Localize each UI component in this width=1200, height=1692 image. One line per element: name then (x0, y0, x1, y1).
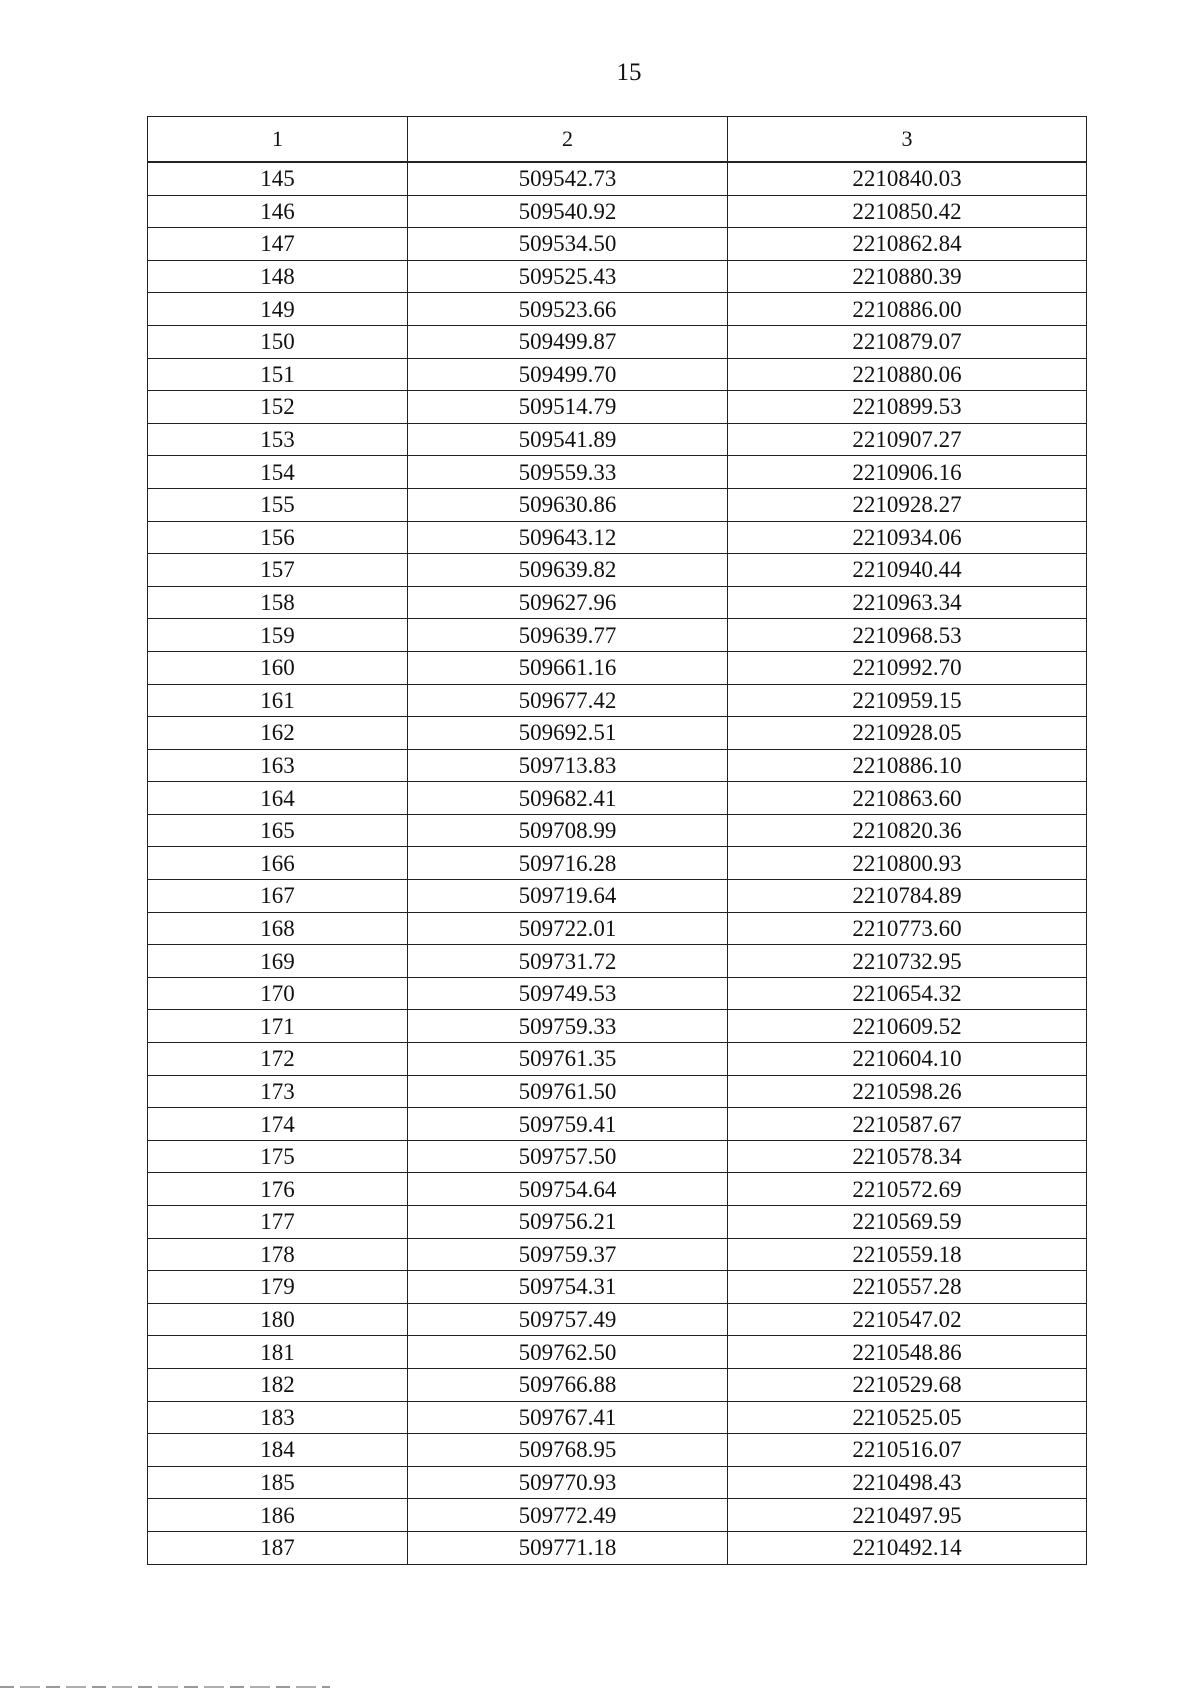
table-row (148, 1010, 1087, 1043)
table-row (148, 1368, 1087, 1401)
x-coordinate-cell: 509643.12 (408, 521, 728, 554)
y-coordinate-cell: 2210492.14 (728, 1531, 1087, 1564)
y-coordinate-cell: 2210557.28 (728, 1271, 1087, 1304)
point-number-cell: 171 (148, 1010, 408, 1043)
x-coordinate-cell: 509768.95 (408, 1434, 728, 1467)
page-number: 15 (616, 59, 642, 86)
y-coordinate-cell: 2210800.93 (728, 847, 1087, 880)
table-row (148, 1499, 1087, 1532)
y-coordinate-cell: 2210497.95 (728, 1499, 1087, 1532)
table-row (148, 1303, 1087, 1336)
point-number-cell: 180 (148, 1303, 408, 1336)
point-number-cell: 165 (148, 814, 408, 847)
y-coordinate-cell: 2210928.27 (728, 488, 1087, 521)
coordinates-table (147, 116, 1087, 1565)
y-coordinate-cell: 2210598.26 (728, 1075, 1087, 1108)
point-number-cell: 179 (148, 1271, 408, 1304)
point-number-cell: 161 (148, 684, 408, 717)
x-coordinate-cell: 509525.43 (408, 260, 728, 293)
y-coordinate-cell: 2210959.15 (728, 684, 1087, 717)
point-number-cell: 175 (148, 1140, 408, 1173)
y-coordinate-cell: 2210559.18 (728, 1238, 1087, 1271)
table-row (148, 619, 1087, 652)
y-coordinate-cell: 2210820.36 (728, 814, 1087, 847)
y-coordinate-cell: 2210992.70 (728, 651, 1087, 684)
y-coordinate-cell: 2210862.84 (728, 228, 1087, 261)
point-number-cell: 163 (148, 749, 408, 782)
x-coordinate-cell: 509499.87 (408, 325, 728, 358)
table-row (148, 977, 1087, 1010)
table-row (148, 1238, 1087, 1271)
table-row (148, 717, 1087, 750)
x-coordinate-cell: 509639.82 (408, 554, 728, 587)
y-coordinate-cell: 2210578.34 (728, 1140, 1087, 1173)
point-number-cell: 174 (148, 1108, 408, 1141)
y-coordinate-cell: 2210963.34 (728, 586, 1087, 619)
y-coordinate-cell: 2210784.89 (728, 880, 1087, 913)
point-number-cell: 164 (148, 782, 408, 815)
y-coordinate-cell: 2210879.07 (728, 325, 1087, 358)
x-coordinate-cell: 509540.92 (408, 195, 728, 228)
table-row (148, 1531, 1087, 1564)
x-coordinate-cell: 509692.51 (408, 717, 728, 750)
point-number-cell: 187 (148, 1531, 408, 1564)
table-row (148, 1434, 1087, 1467)
table-row (148, 1173, 1087, 1206)
table-row (148, 1140, 1087, 1173)
table-row (148, 1206, 1087, 1239)
x-coordinate-cell: 509713.83 (408, 749, 728, 782)
x-coordinate-cell: 509639.77 (408, 619, 728, 652)
column-header-3: 3 (728, 117, 1087, 163)
table-row (148, 358, 1087, 391)
table-row (148, 912, 1087, 945)
table-row (148, 554, 1087, 587)
x-coordinate-cell: 509630.86 (408, 488, 728, 521)
y-coordinate-cell: 2210609.52 (728, 1010, 1087, 1043)
table-row (148, 1466, 1087, 1499)
x-coordinate-cell: 509772.49 (408, 1499, 728, 1532)
x-coordinate-cell: 509770.93 (408, 1466, 728, 1499)
table-row (148, 456, 1087, 489)
x-coordinate-cell: 509761.50 (408, 1075, 728, 1108)
x-coordinate-cell: 509757.50 (408, 1140, 728, 1173)
table-row (148, 325, 1087, 358)
x-coordinate-cell: 509756.21 (408, 1206, 728, 1239)
x-coordinate-cell: 509761.35 (408, 1043, 728, 1076)
y-coordinate-cell: 2210906.16 (728, 456, 1087, 489)
x-coordinate-cell: 509771.18 (408, 1531, 728, 1564)
x-coordinate-cell: 509708.99 (408, 814, 728, 847)
point-number-cell: 173 (148, 1075, 408, 1108)
table-row (148, 228, 1087, 261)
y-coordinate-cell: 2210907.27 (728, 423, 1087, 456)
table-row (148, 521, 1087, 554)
point-number-cell: 156 (148, 521, 408, 554)
y-coordinate-cell: 2210880.06 (728, 358, 1087, 391)
x-coordinate-cell: 509514.79 (408, 391, 728, 424)
scan-edge-artifact (0, 1686, 330, 1688)
x-coordinate-cell: 509541.89 (408, 423, 728, 456)
table-row (148, 651, 1087, 684)
point-number-cell: 183 (148, 1401, 408, 1434)
x-coordinate-cell: 509677.42 (408, 684, 728, 717)
table-row (148, 847, 1087, 880)
y-coordinate-cell: 2210516.07 (728, 1434, 1087, 1467)
y-coordinate-cell: 2210880.39 (728, 260, 1087, 293)
y-coordinate-cell: 2210773.60 (728, 912, 1087, 945)
point-number-cell: 151 (148, 358, 408, 391)
point-number-cell: 172 (148, 1043, 408, 1076)
x-coordinate-cell: 509766.88 (408, 1368, 728, 1401)
point-number-cell: 177 (148, 1206, 408, 1239)
y-coordinate-cell: 2210863.60 (728, 782, 1087, 815)
point-number-cell: 159 (148, 619, 408, 652)
point-number-cell: 153 (148, 423, 408, 456)
x-coordinate-cell: 509542.73 (408, 162, 728, 195)
point-number-cell: 154 (148, 456, 408, 489)
point-number-cell: 178 (148, 1238, 408, 1271)
point-number-cell: 181 (148, 1336, 408, 1369)
y-coordinate-cell: 2210569.59 (728, 1206, 1087, 1239)
point-number-cell: 176 (148, 1173, 408, 1206)
y-coordinate-cell: 2210498.43 (728, 1466, 1087, 1499)
x-coordinate-cell: 509716.28 (408, 847, 728, 880)
table-row (148, 814, 1087, 847)
point-number-cell: 152 (148, 391, 408, 424)
x-coordinate-cell: 509559.33 (408, 456, 728, 489)
point-number-cell: 167 (148, 880, 408, 913)
point-number-cell: 155 (148, 488, 408, 521)
point-number-cell: 169 (148, 945, 408, 978)
table-row (148, 162, 1087, 195)
point-number-cell: 148 (148, 260, 408, 293)
x-coordinate-cell: 509523.66 (408, 293, 728, 326)
y-coordinate-cell: 2210928.05 (728, 717, 1087, 750)
x-coordinate-cell: 509754.64 (408, 1173, 728, 1206)
table-header-row (148, 117, 1087, 163)
point-number-cell: 145 (148, 162, 408, 195)
y-coordinate-cell: 2210940.44 (728, 554, 1087, 587)
table-row (148, 488, 1087, 521)
y-coordinate-cell: 2210587.67 (728, 1108, 1087, 1141)
point-number-cell: 166 (148, 847, 408, 880)
table-row (148, 782, 1087, 815)
table-row (148, 391, 1087, 424)
table-row (148, 586, 1087, 619)
point-number-cell: 146 (148, 195, 408, 228)
table-body (148, 162, 1087, 1564)
x-coordinate-cell: 509661.16 (408, 651, 728, 684)
table-row (148, 684, 1087, 717)
y-coordinate-cell: 2210968.53 (728, 619, 1087, 652)
y-coordinate-cell: 2210525.05 (728, 1401, 1087, 1434)
x-coordinate-cell: 509757.49 (408, 1303, 728, 1336)
table-row (148, 945, 1087, 978)
table-row (148, 1075, 1087, 1108)
x-coordinate-cell: 509759.33 (408, 1010, 728, 1043)
y-coordinate-cell: 2210899.53 (728, 391, 1087, 424)
table-row (148, 880, 1087, 913)
y-coordinate-cell: 2210654.32 (728, 977, 1087, 1010)
point-number-cell: 158 (148, 586, 408, 619)
y-coordinate-cell: 2210547.02 (728, 1303, 1087, 1336)
point-number-cell: 157 (148, 554, 408, 587)
column-header-1: 1 (148, 117, 408, 163)
y-coordinate-cell: 2210886.00 (728, 293, 1087, 326)
point-number-cell: 147 (148, 228, 408, 261)
x-coordinate-cell: 509731.72 (408, 945, 728, 978)
y-coordinate-cell: 2210572.69 (728, 1173, 1087, 1206)
x-coordinate-cell: 509627.96 (408, 586, 728, 619)
x-coordinate-cell: 509719.64 (408, 880, 728, 913)
table-row (148, 423, 1087, 456)
point-number-cell: 150 (148, 325, 408, 358)
point-number-cell: 149 (148, 293, 408, 326)
x-coordinate-cell: 509722.01 (408, 912, 728, 945)
table-row (148, 1043, 1087, 1076)
x-coordinate-cell: 509759.41 (408, 1108, 728, 1141)
table-row (148, 195, 1087, 228)
y-coordinate-cell: 2210604.10 (728, 1043, 1087, 1076)
point-number-cell: 184 (148, 1434, 408, 1467)
x-coordinate-cell: 509754.31 (408, 1271, 728, 1304)
y-coordinate-cell: 2210850.42 (728, 195, 1087, 228)
x-coordinate-cell: 509682.41 (408, 782, 728, 815)
table-row (148, 1271, 1087, 1304)
x-coordinate-cell: 509762.50 (408, 1336, 728, 1369)
point-number-cell: 160 (148, 651, 408, 684)
y-coordinate-cell: 2210548.86 (728, 1336, 1087, 1369)
x-coordinate-cell: 509534.50 (408, 228, 728, 261)
y-coordinate-cell: 2210732.95 (728, 945, 1087, 978)
table-row (148, 1336, 1087, 1369)
point-number-cell: 170 (148, 977, 408, 1010)
table-header (148, 117, 1087, 163)
point-number-cell: 168 (148, 912, 408, 945)
table-row (148, 1401, 1087, 1434)
point-number-cell: 185 (148, 1466, 408, 1499)
y-coordinate-cell: 2210529.68 (728, 1368, 1087, 1401)
point-number-cell: 162 (148, 717, 408, 750)
point-number-cell: 182 (148, 1368, 408, 1401)
x-coordinate-cell: 509767.41 (408, 1401, 728, 1434)
x-coordinate-cell: 509499.70 (408, 358, 728, 391)
point-number-cell: 186 (148, 1499, 408, 1532)
x-coordinate-cell: 509749.53 (408, 977, 728, 1010)
table-row (148, 293, 1087, 326)
x-coordinate-cell: 509759.37 (408, 1238, 728, 1271)
table-row (148, 749, 1087, 782)
y-coordinate-cell: 2210840.03 (728, 162, 1087, 195)
column-header-2: 2 (408, 117, 728, 163)
table-row (148, 260, 1087, 293)
y-coordinate-cell: 2210934.06 (728, 521, 1087, 554)
y-coordinate-cell: 2210886.10 (728, 749, 1087, 782)
table-row (148, 1108, 1087, 1141)
